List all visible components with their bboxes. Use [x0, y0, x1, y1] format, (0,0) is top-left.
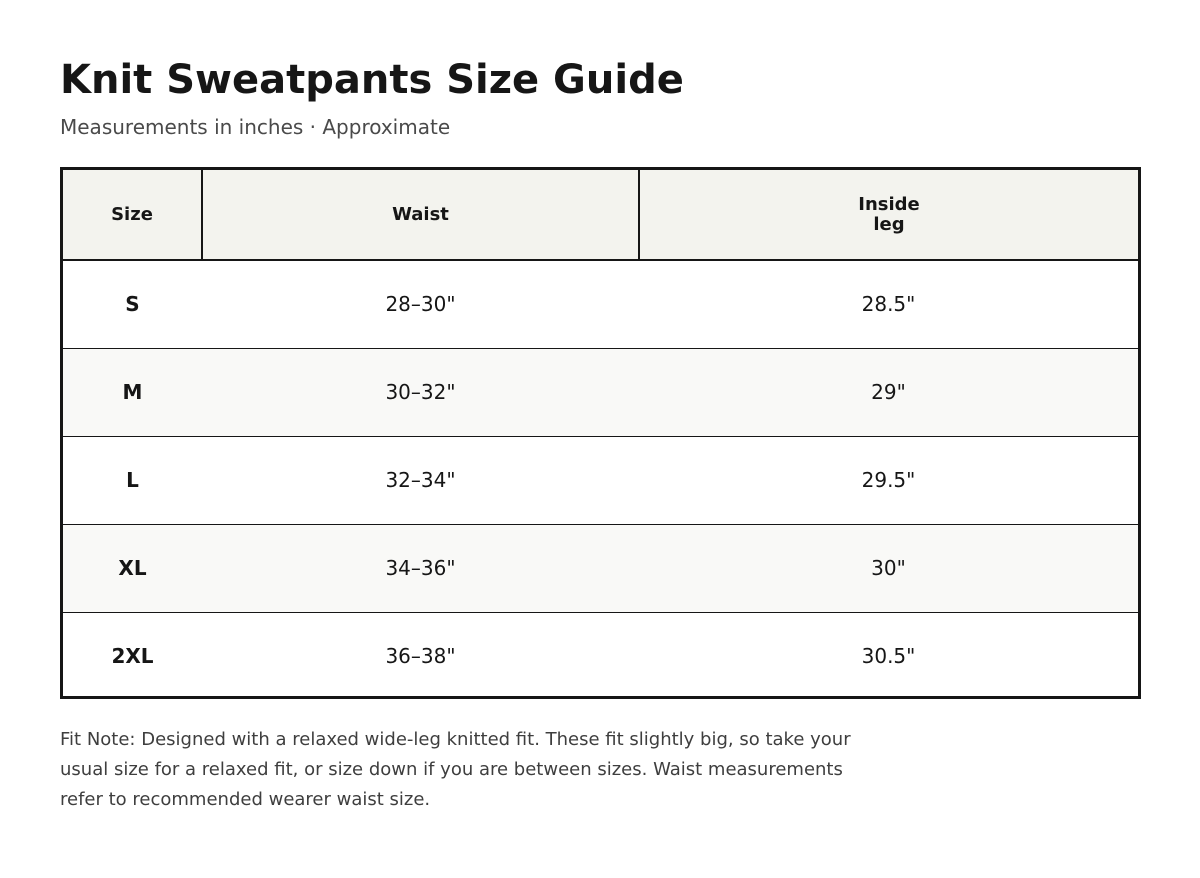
column-header-inside-leg	[639, 170, 1138, 260]
waist-cell: 34–36"	[202, 524, 639, 612]
size-table-container	[60, 167, 1141, 699]
size-cell: 2XL	[111, 644, 154, 669]
column-header-waist: Waist	[202, 170, 639, 260]
fit-note: Fit Note: Designed with a relaxed wide-leg knitted fit. These fit slightly big, so take your usual size for a relaxed fit, or size down if you are between sizes. Waist measurements refer to recommended wearer waist size.	[60, 729, 851, 810]
table-row	[63, 612, 1138, 700]
waist-cell: 30–32"	[202, 348, 639, 436]
inside-leg-cell: 28.5"	[639, 260, 1138, 348]
table-row	[63, 348, 1138, 436]
waist-cell: 28–30"	[202, 260, 639, 348]
inside-leg-cell: 30.5"	[861, 644, 916, 669]
inside-leg-cell: 30"	[639, 524, 1138, 612]
page-title: Knit Sweatpants Size Guide	[60, 57, 684, 103]
column-header-inside-leg-label: Inside leg	[858, 193, 920, 235]
table-row	[63, 436, 1138, 524]
waist-cell: 36–38"	[385, 644, 456, 669]
table-row	[63, 260, 1138, 348]
inside-leg-cell: 29"	[639, 348, 1138, 436]
size-table	[63, 170, 1138, 700]
page-subtitle: Measurements in inches · Approximate	[60, 115, 451, 139]
size-cell: M	[63, 348, 202, 436]
size-table-body	[63, 260, 1138, 700]
size-cell: S	[63, 260, 202, 348]
size-cell: L	[63, 436, 202, 524]
header-row	[63, 170, 1138, 260]
inside-leg-cell: 29.5"	[639, 436, 1138, 524]
waist-cell: 32–34"	[202, 436, 639, 524]
table-row	[63, 524, 1138, 612]
size-cell: XL	[63, 524, 202, 612]
column-header-size: Size	[63, 170, 202, 260]
size-table-header	[63, 170, 1138, 260]
